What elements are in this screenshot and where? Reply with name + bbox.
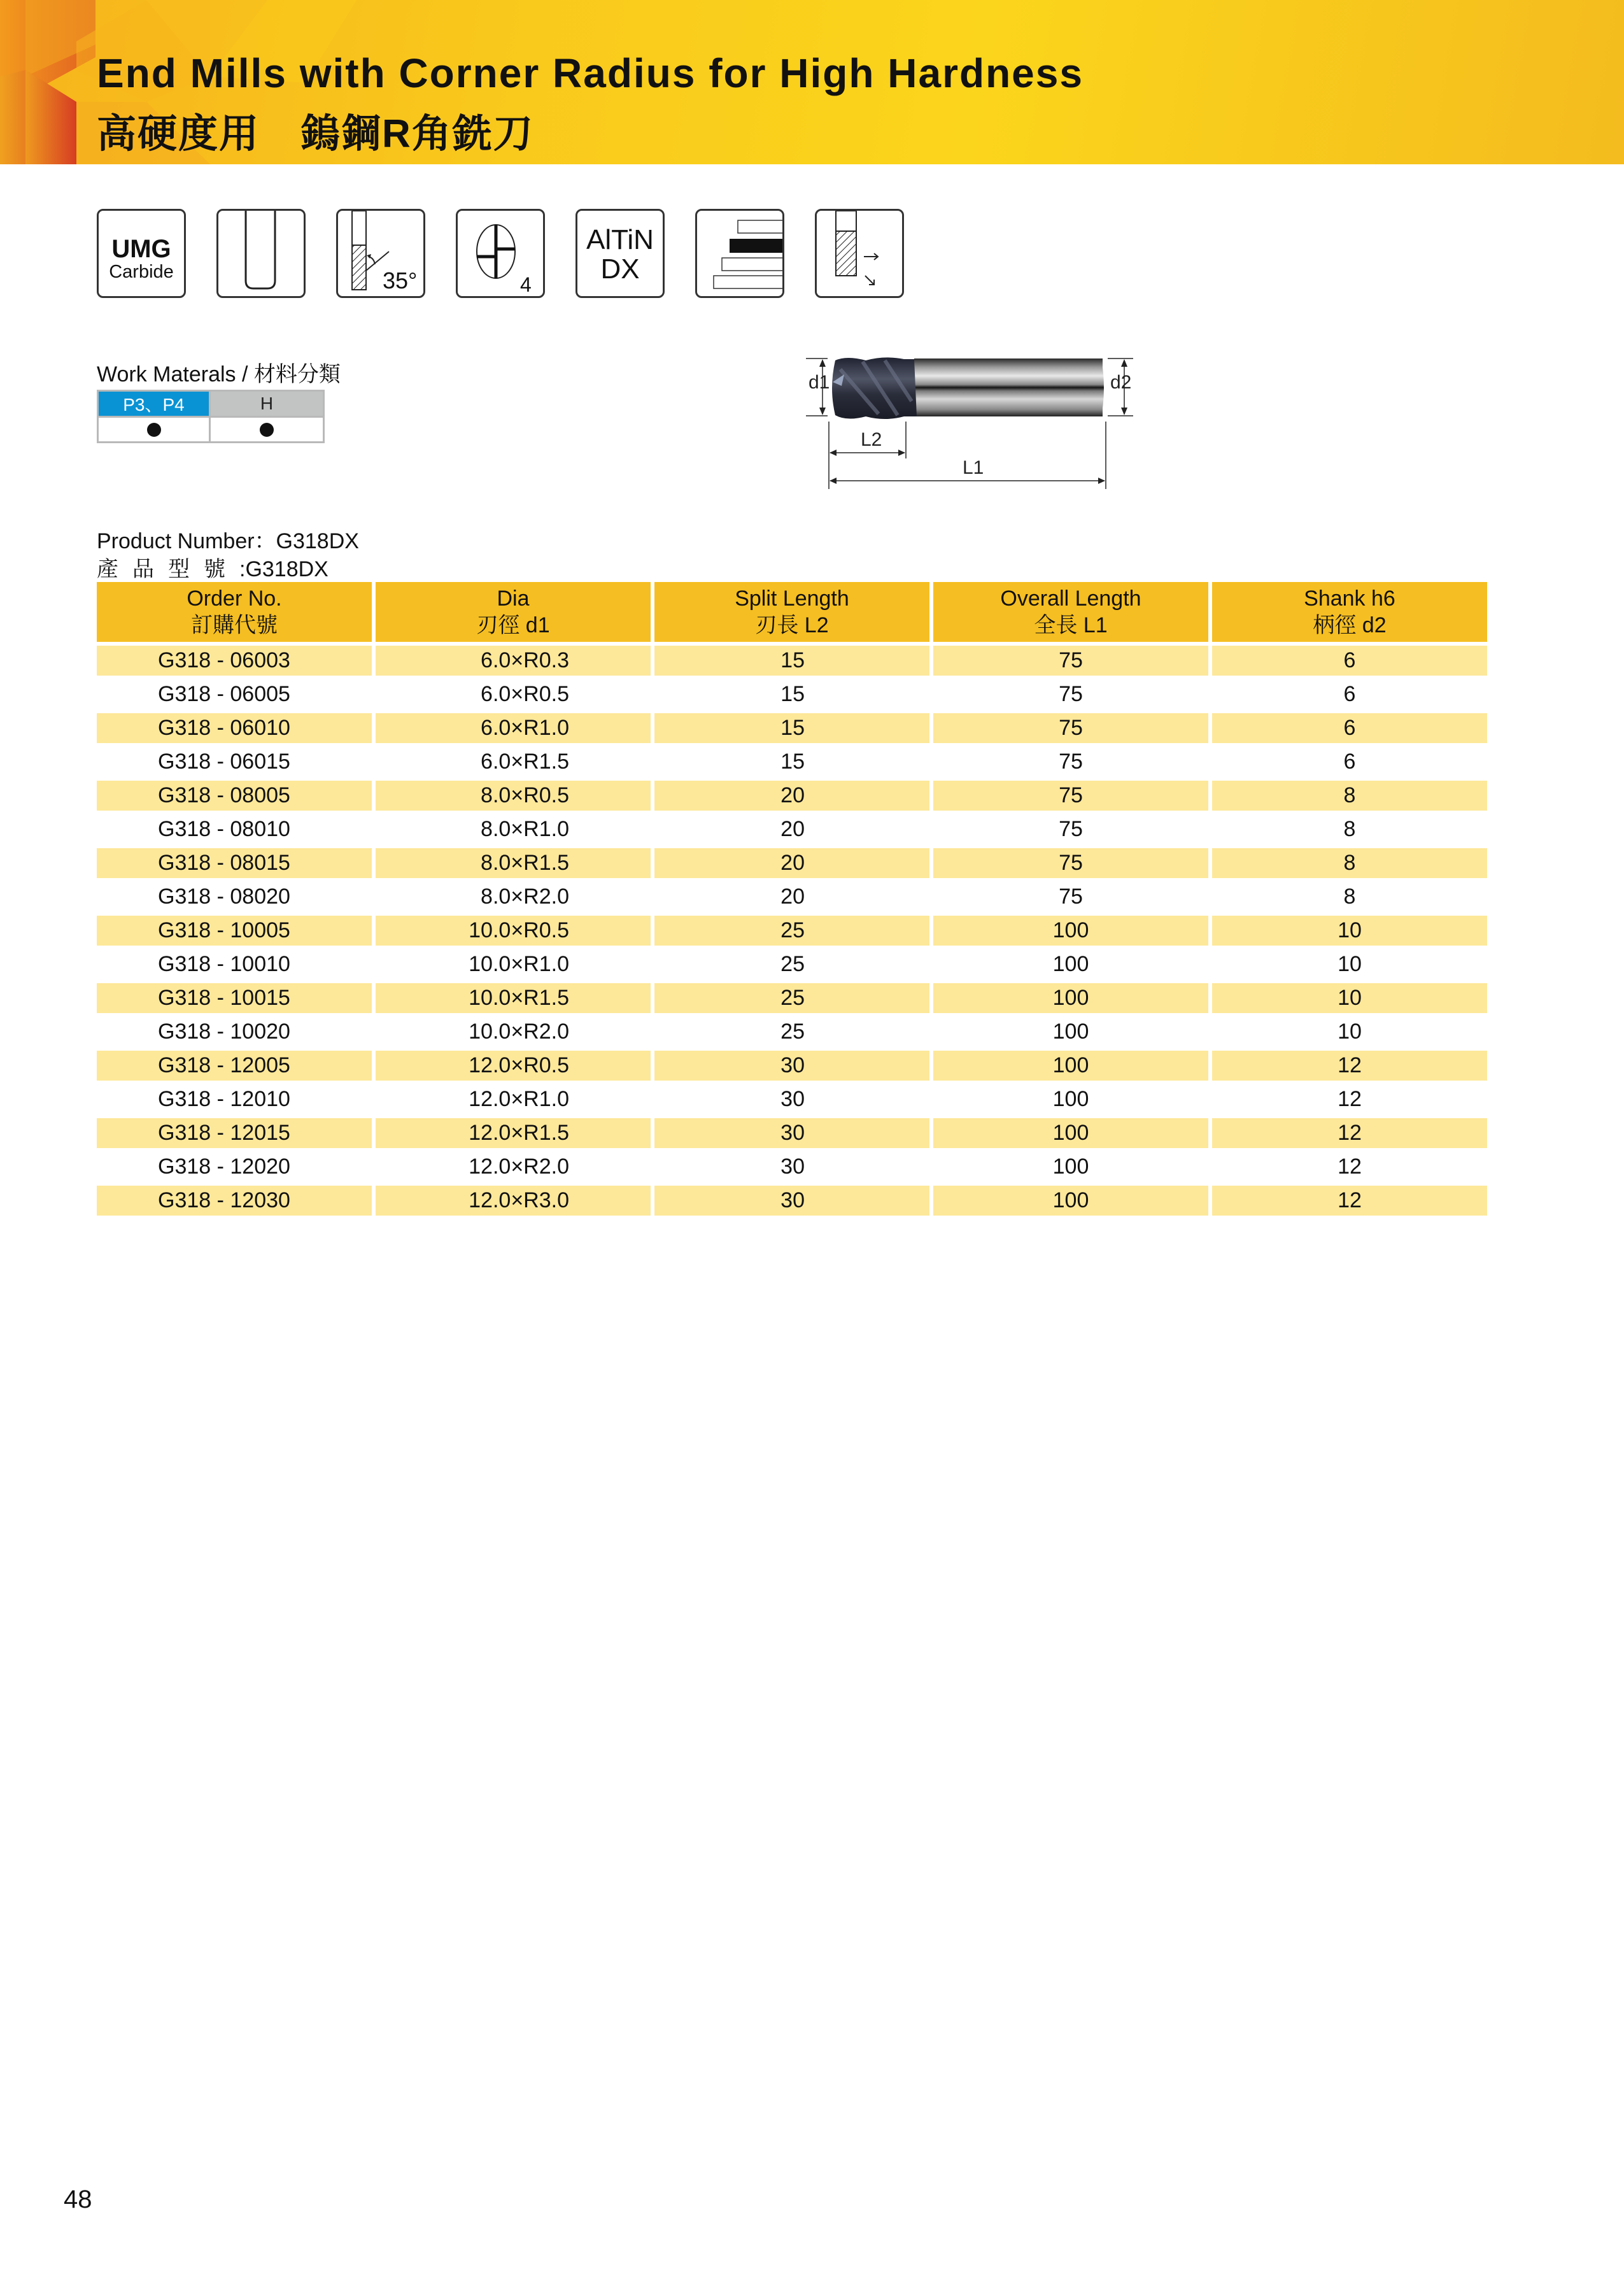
coating-name-label: AlTiN [586, 224, 654, 255]
dia-cell: 6.0×R0.5 [376, 679, 651, 709]
table-row [97, 814, 1487, 848]
material-h-suitable [211, 416, 323, 441]
table-body [97, 646, 1487, 1219]
split-length-cell: 25 [654, 983, 929, 1013]
column-header-shank [1212, 582, 1487, 642]
header-zh: 訂購代號 [191, 613, 278, 637]
column-header-dia [376, 582, 651, 642]
table-header-row [97, 582, 1487, 642]
table-row [97, 1118, 1487, 1152]
dia-cell: 6.0×R0.3 [376, 646, 651, 676]
shank-cell: 6 [1212, 679, 1487, 709]
dia-cell: 8.0×R1.0 [376, 814, 651, 844]
shank-cell: 8 [1212, 781, 1487, 811]
order-no-cell: G318 - 08005 [97, 781, 372, 811]
order-no-cell: G318 - 12005 [97, 1051, 372, 1081]
helix-angle-icon [336, 209, 425, 298]
header-en: Shank h6 [1304, 586, 1395, 611]
shank-cell: 6 [1212, 713, 1487, 743]
header-zh: 刃徑 d1 [476, 613, 550, 637]
overall-length-cell: 75 [933, 848, 1208, 878]
product-number-zh [97, 551, 328, 583]
dia-cell: 10.0×R1.0 [376, 949, 651, 979]
overall-length-cell: 100 [933, 983, 1208, 1013]
shank-cell: 8 [1212, 848, 1487, 878]
flute-count-label: 4 [520, 273, 532, 296]
order-no-cell: G318 - 06010 [97, 713, 372, 743]
dia-cell: 12.0×R1.5 [376, 1118, 651, 1148]
column-header-order-no [97, 582, 372, 642]
shank-cell: 8 [1212, 814, 1487, 844]
work-materials-table [97, 390, 325, 443]
table-row [97, 1186, 1487, 1219]
overall-length-cell: 75 [933, 679, 1208, 709]
product-number-label: Product Number： [97, 529, 276, 553]
order-no-cell: G318 - 06005 [97, 679, 372, 709]
l2-label: L2 [861, 429, 882, 450]
dia-cell: 10.0×R0.5 [376, 916, 651, 946]
overall-length-cell: 75 [933, 882, 1208, 912]
split-length-cell: 20 [654, 848, 929, 878]
tolerance-bars-icon [695, 209, 784, 298]
suitable-dot-icon [260, 423, 274, 437]
dia-cell: 12.0×R3.0 [376, 1186, 651, 1216]
split-length-cell: 25 [654, 949, 929, 979]
dia-cell: 10.0×R1.5 [376, 983, 651, 1013]
header-en: Dia [497, 586, 530, 611]
umg-carbide-icon [97, 209, 186, 298]
split-length-cell: 15 [654, 747, 929, 777]
side-and-ramp-milling-icon [815, 209, 904, 298]
table-row [97, 713, 1487, 747]
table-row [97, 949, 1487, 983]
split-length-cell: 30 [654, 1084, 929, 1114]
overall-length-cell: 75 [933, 713, 1208, 743]
header-zh: 刃長 L2 [755, 613, 829, 637]
split-length-cell: 25 [654, 1017, 929, 1047]
l1-label: L1 [963, 457, 984, 478]
shank-cell: 12 [1212, 1152, 1487, 1182]
split-length-cell: 30 [654, 1152, 929, 1182]
split-length-cell: 20 [654, 814, 929, 844]
work-materials-label: Work Materals / 材料分類 [97, 362, 341, 387]
dia-cell: 8.0×R1.5 [376, 848, 651, 878]
carbide-label: Carbide [109, 262, 174, 282]
end-mill-dimension-diagram [802, 344, 1502, 497]
table-row [97, 848, 1487, 882]
suitable-dot-icon [147, 423, 161, 437]
order-no-cell: G318 - 12020 [97, 1152, 372, 1182]
helix-angle-label: 35° [383, 267, 418, 294]
product-number-value: G318DX [276, 529, 359, 553]
dia-cell: 10.0×R2.0 [376, 1017, 651, 1047]
order-no-cell: G318 - 06003 [97, 646, 372, 676]
overall-length-cell: 100 [933, 1186, 1208, 1216]
shank-cell: 12 [1212, 1186, 1487, 1216]
specification-table [97, 582, 1487, 1219]
product-number-zh-label: 產品型號 [97, 557, 239, 581]
order-no-cell: G318 - 10020 [97, 1017, 372, 1047]
overall-length-cell: 75 [933, 747, 1208, 777]
overall-length-cell: 75 [933, 646, 1208, 676]
d2-label: d2 [1110, 372, 1132, 393]
dia-cell: 12.0×R0.5 [376, 1051, 651, 1081]
coating-grade-label: DX [600, 253, 640, 285]
order-no-cell: G318 - 10015 [97, 983, 372, 1013]
overall-length-cell: 100 [933, 949, 1208, 979]
shank-cell: 6 [1212, 646, 1487, 676]
material-p3-p4-header: P3、P4 [99, 392, 211, 416]
shank-cell: 10 [1212, 949, 1487, 979]
shank-cell: 8 [1212, 882, 1487, 912]
table-row [97, 1084, 1487, 1118]
page-title-zh: 高硬度用 鎢鋼R角銑刀 [97, 112, 534, 156]
column-header-overall-length [933, 582, 1208, 642]
header-zh: 全長 L1 [1034, 613, 1108, 637]
dia-cell: 12.0×R2.0 [376, 1152, 651, 1182]
order-no-cell: G318 - 08020 [97, 882, 372, 912]
table-row [97, 916, 1487, 949]
order-no-cell: G318 - 10005 [97, 916, 372, 946]
umg-label: UMG [111, 235, 171, 263]
split-length-cell: 30 [654, 1118, 929, 1148]
table-row [97, 1051, 1487, 1084]
dia-cell: 12.0×R1.0 [376, 1084, 651, 1114]
overall-length-cell: 75 [933, 781, 1208, 811]
material-p3-p4-suitable [99, 416, 211, 441]
order-no-cell: G318 - 08010 [97, 814, 372, 844]
dia-cell: 8.0×R0.5 [376, 781, 651, 811]
overall-length-cell: 100 [933, 1152, 1208, 1182]
table-row [97, 1152, 1487, 1186]
overall-length-cell: 100 [933, 1017, 1208, 1047]
overall-length-cell: 100 [933, 1118, 1208, 1148]
overall-length-cell: 100 [933, 916, 1208, 946]
table-row [97, 1017, 1487, 1051]
end-mill-drawing [802, 344, 1502, 497]
square-end-profile-icon [216, 209, 306, 298]
table-row [97, 983, 1487, 1017]
shank-cell: 10 [1212, 1017, 1487, 1047]
split-length-cell: 15 [654, 679, 929, 709]
dia-cell: 8.0×R2.0 [376, 882, 651, 912]
overall-length-cell: 100 [933, 1051, 1208, 1081]
header-en: Order No. [187, 586, 282, 611]
overall-length-cell: 75 [933, 814, 1208, 844]
product-number-zh-colon: : [239, 557, 246, 581]
table-row [97, 646, 1487, 679]
coating-icon [575, 209, 665, 298]
header-zh: 柄徑 d2 [1313, 613, 1387, 637]
dia-cell: 6.0×R1.0 [376, 713, 651, 743]
page-header-band [0, 0, 1624, 164]
split-length-cell: 15 [654, 646, 929, 676]
shank-cell: 10 [1212, 916, 1487, 946]
material-h-header: H [211, 392, 323, 416]
page-number: 48 [64, 2185, 92, 2213]
split-length-cell: 15 [654, 713, 929, 743]
order-no-cell: G318 - 12010 [97, 1084, 372, 1114]
split-length-cell: 25 [654, 916, 929, 946]
page-title-en: End Mills with Corner Radius for High Hardness [97, 50, 1084, 96]
table-row [97, 781, 1487, 814]
shank-cell: 12 [1212, 1084, 1487, 1114]
header-en: Split Length [735, 586, 849, 611]
split-length-cell: 20 [654, 781, 929, 811]
table-row [97, 747, 1487, 781]
four-flute-icon [456, 209, 545, 298]
order-no-cell: G318 - 06015 [97, 747, 372, 777]
shank-cell: 12 [1212, 1118, 1487, 1148]
order-no-cell: G318 - 08015 [97, 848, 372, 878]
split-length-cell: 20 [654, 882, 929, 912]
split-length-cell: 30 [654, 1051, 929, 1081]
overall-length-cell: 100 [933, 1084, 1208, 1114]
shank-cell: 10 [1212, 983, 1487, 1013]
shank-cell: 6 [1212, 747, 1487, 777]
header-en: Overall Length [1000, 586, 1141, 611]
product-number-en [97, 523, 359, 555]
d1-label: d1 [808, 372, 830, 393]
shank-cell: 12 [1212, 1051, 1487, 1081]
column-header-split-length [654, 582, 929, 642]
dia-cell: 6.0×R1.5 [376, 747, 651, 777]
order-no-cell: G318 - 12030 [97, 1186, 372, 1216]
order-no-cell: G318 - 12015 [97, 1118, 372, 1148]
product-number-zh-value: G318DX [245, 557, 328, 581]
order-no-cell: G318 - 10010 [97, 949, 372, 979]
table-row [97, 679, 1487, 713]
split-length-cell: 30 [654, 1186, 929, 1216]
table-row [97, 882, 1487, 916]
